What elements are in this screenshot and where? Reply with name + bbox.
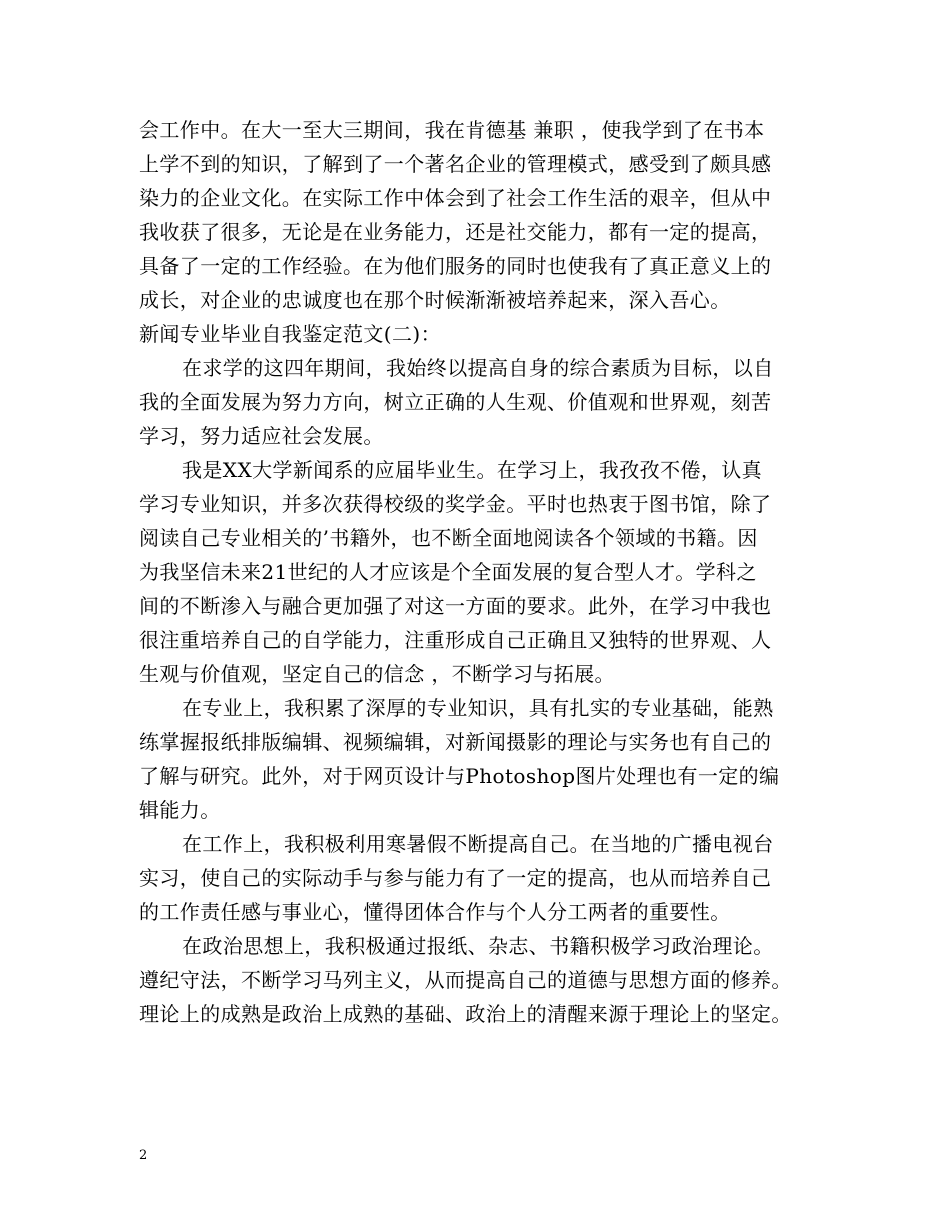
text-line: 生观与价值观，坚定自己的信念 ，不断学习与拓展。 xyxy=(139,662,615,686)
text-line: 在专业上，我积累了深厚的专业知识，具有扎实的专业基础，能熟 xyxy=(182,696,774,720)
text-line: 上学不到的知识，了解到了一个著名企业的管理模式，感受到了颇具感 xyxy=(139,152,772,176)
text-line: 辑能力。 xyxy=(139,798,221,822)
text-line: 学习，努力适应社会发展。 xyxy=(139,424,384,448)
text-line: 成长，对企业的忠诚度也在那个时候渐渐被培养起来，深入吾心。 xyxy=(139,288,731,312)
text-line: 理论上的成熟是政治上成熟的基础、政治上的清醒来源于理论上的坚定。 xyxy=(139,1002,792,1026)
text-line: 在求学的这四年期间，我始终以提高自身的综合素质为目标，以自 xyxy=(182,356,774,380)
body-text xyxy=(139,113,839,1031)
text-line: 很注重培养自己的自学能力，注重形成自己正确且又独特的世界观、人 xyxy=(139,628,772,652)
text-line: 遵纪守法，不断学习马列主义，从而提高自己的道德与思想方面的修养。 xyxy=(139,968,792,992)
text-line: 新闻专业毕业自我鉴定范文(二)： xyxy=(139,322,442,346)
text-line: 我收获了很多，无论是在业务能力，还是社交能力，都有一定的提高， xyxy=(139,220,772,244)
text-line: 具备了一定的工作经验。在为他们服务的同时也使我有了真正意义上的 xyxy=(139,254,772,278)
text-line: 了解与研究。此外，对于网页设计与Photoshop图片处理也有一定的编 xyxy=(139,764,780,788)
text-line: 为我坚信未来21世纪的人才应该是个全面发展的复合型人才。学科之 xyxy=(139,560,757,584)
page-number: 2 xyxy=(139,1148,148,1163)
text-line: 学习专业知识，并多次获得校级的奖学金。平时也热衷于图书馆，除了 xyxy=(139,492,772,516)
text-line: 我的全面发展为努力方向，树立正确的人生观、价值观和世界观，刻苦 xyxy=(139,390,772,414)
text-line: 会工作中。在大一至大三期间，我在肯德基 兼职 ，使我学到了在书本 xyxy=(139,118,765,142)
text-line: 练掌握报纸排版编辑、视频编辑，对新闻摄影的理论与实务也有自己的 xyxy=(139,730,772,754)
text-line: 在政治思想上，我积极通过报纸、杂志、书籍积极学习政治理论。 xyxy=(182,934,774,958)
text-line: 间的不断渗入与融合更加强了对这一方面的要求。此外，在学习中我也 xyxy=(139,594,772,618)
text-line: 在工作上，我积极利用寒暑假不断提高自己。在当地的广播电视台 xyxy=(182,832,774,856)
text-line: 阅读自己专业相关的’书籍外，也不断全面地阅读各个领域的书籍。因 xyxy=(139,526,758,550)
text-line: 我是XX大学新闻系的应届毕业生。在学习上，我孜孜不倦，认真 xyxy=(182,458,763,482)
text-line: 染力的企业文化。在实际工作中体会到了社会工作生活的艰辛，但从中 xyxy=(139,186,772,210)
text-line: 的工作责任感与事业心，懂得团体合作与个人分工两者的重要性。 xyxy=(139,900,731,924)
text-line: 实习，使自己的实际动手与参与能力有了一定的提高，也从而培养自己 xyxy=(139,866,772,890)
